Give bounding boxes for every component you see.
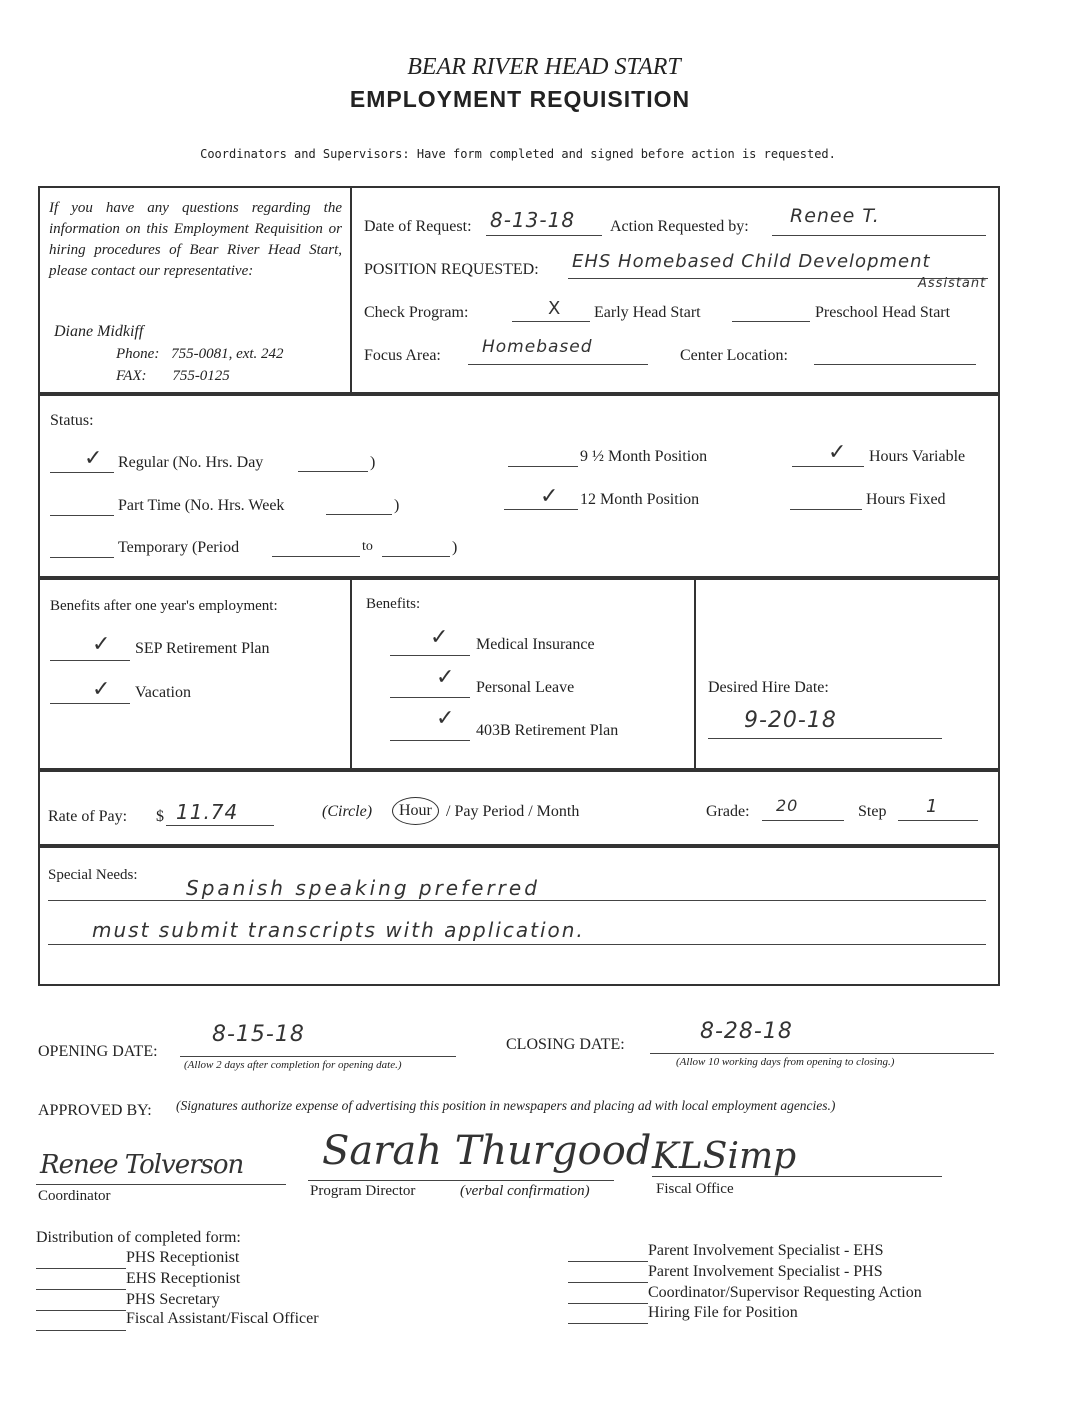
date-of-request-line xyxy=(486,235,602,236)
temporary-label: Temporary (Period xyxy=(118,539,240,556)
hours-variable-check: ✓ xyxy=(828,440,847,465)
dist-right-line-2 xyxy=(568,1282,648,1283)
distribution-label: Distribution of completed form: xyxy=(36,1229,241,1246)
dist-right-line-3 xyxy=(568,1303,648,1304)
phone-label: Phone: xyxy=(116,346,160,362)
step-value: 1 xyxy=(926,796,939,817)
sep-label: SEP Retirement Plan xyxy=(135,640,270,657)
regular-line xyxy=(50,472,114,473)
hire-date-line xyxy=(708,738,942,739)
closing-date-line xyxy=(650,1053,994,1054)
center-location-label: Center Location: xyxy=(680,347,788,364)
dist-right-line-1 xyxy=(568,1261,648,1262)
hour-option: Hour xyxy=(392,797,439,825)
part-time-line xyxy=(50,515,114,516)
dist-right-item: Coordinator/Supervisor Requesting Action xyxy=(648,1284,922,1301)
grade-line xyxy=(762,820,844,821)
step-label: Step xyxy=(858,803,887,820)
personal-check: ✓ xyxy=(436,665,455,690)
dist-right-item: Parent Involvement Specialist - EHS xyxy=(648,1242,884,1259)
sep-check: ✓ xyxy=(92,632,111,657)
step-line xyxy=(898,820,978,821)
contact-name: Diane Midkiff xyxy=(54,323,144,340)
grade-label: Grade: xyxy=(706,803,750,820)
fiscal-signature: KLSimp xyxy=(652,1136,797,1177)
contact-text: If you have any questions regarding the information on this Employment Requisition or hiring procedures of Bear River Head Start, please contact our representative: xyxy=(49,200,342,279)
opening-date-note: (Allow 2 days after completion for opening date.) xyxy=(184,1059,402,1071)
part-time-close: ) xyxy=(394,497,400,514)
center-location-line xyxy=(814,364,976,365)
dist-left-line-1 xyxy=(36,1268,126,1269)
rate-value: 11.74 xyxy=(176,800,239,824)
hours-fixed-label: Hours Fixed xyxy=(866,491,946,508)
fax-value: 755-0125 xyxy=(172,368,230,384)
closing-date-label: CLOSING DATE: xyxy=(506,1036,625,1053)
phs-label: Preschool Head Start xyxy=(815,304,951,321)
fiscal-label: Fiscal Office xyxy=(656,1181,734,1197)
action-requested-label: Action Requested by: xyxy=(610,218,749,235)
position-value: EHS Homebased Child Development xyxy=(572,251,931,272)
dist-left-item: EHS Receptionist xyxy=(126,1270,241,1287)
temporary-from-line xyxy=(272,556,360,557)
medical-check: ✓ xyxy=(430,625,449,650)
date-of-request-label: Date of Request: xyxy=(364,218,472,235)
position-label: POSITION REQUESTED: xyxy=(364,261,539,278)
personal-line xyxy=(390,697,470,698)
fax-label: FAX: xyxy=(116,368,147,384)
ehs-line xyxy=(512,321,590,322)
temporary-to: to xyxy=(362,539,373,554)
temporary-to-line xyxy=(382,556,450,557)
coordinator-label: Coordinator xyxy=(38,1188,111,1204)
phs-line xyxy=(732,321,810,322)
rate-label: Rate of Pay: xyxy=(48,808,128,825)
dist-right-line-4 xyxy=(568,1323,648,1324)
dist-left-item: PHS Secretary xyxy=(126,1291,220,1308)
ehs-label: Early Head Start xyxy=(594,304,701,321)
coordinator-signature: Renee Tolverson xyxy=(40,1150,244,1180)
action-requested-line xyxy=(772,235,986,236)
vacation-line xyxy=(50,703,130,704)
special-needs-line1: Spanish speaking preferred xyxy=(186,876,540,900)
medical-label: Medical Insurance xyxy=(476,636,595,653)
contact-phone-row xyxy=(116,346,284,363)
nine-half-line xyxy=(508,466,578,467)
dist-right-item: Hiring File for Position xyxy=(648,1304,798,1321)
check-program-label: Check Program: xyxy=(364,304,469,321)
hours-fixed-line xyxy=(790,509,862,510)
coordinator-sig-line xyxy=(36,1184,286,1185)
regular-check: ✓ xyxy=(84,446,103,471)
medical-line xyxy=(390,655,470,656)
rate-dollar: $ xyxy=(156,808,164,825)
approved-by-label: APPROVED BY: xyxy=(38,1102,152,1119)
regular-label: Regular (No. Hrs. Day xyxy=(118,454,264,471)
special-line-2 xyxy=(48,944,986,945)
twelve-line xyxy=(504,509,578,510)
part-time-hours-line xyxy=(326,514,392,515)
hours-variable-label: Hours Variable xyxy=(869,448,966,465)
hours-variable-line xyxy=(792,466,864,467)
rate-line xyxy=(166,825,274,826)
temporary-line xyxy=(50,557,114,558)
focus-area-label: Focus Area: xyxy=(364,347,441,364)
pay-other-options: / Pay Period / Month xyxy=(446,803,580,820)
special-needs-box xyxy=(38,846,1000,986)
opening-date-line xyxy=(180,1056,456,1057)
nine-half-label: 9 ½ Month Position xyxy=(580,448,708,465)
dist-left-item: PHS Receptionist xyxy=(126,1249,240,1266)
retirement-label: 403B Retirement Plan xyxy=(476,722,619,739)
vacation-label: Vacation xyxy=(135,684,191,701)
director-signature: Sarah Thurgood xyxy=(322,1128,652,1174)
grade-value: 20 xyxy=(776,796,799,815)
circle-label: (Circle) xyxy=(322,803,373,820)
dist-left-line-4 xyxy=(36,1330,126,1331)
dist-right-item: Parent Involvement Specialist - PHS xyxy=(648,1263,883,1280)
dist-left-line-3 xyxy=(36,1310,126,1311)
director-label: Program Director xyxy=(310,1183,416,1199)
position-value-2: Assistant xyxy=(918,276,987,291)
form-title: EMPLOYMENT REQUISITION xyxy=(349,86,691,112)
action-requested-value: Renee T. xyxy=(790,205,880,227)
status-label: Status: xyxy=(50,412,94,429)
contact-fax-row xyxy=(116,368,230,385)
hire-date-value: 9-20-18 xyxy=(744,708,837,733)
dist-left-item: Fiscal Assistant/Fiscal Officer xyxy=(126,1310,319,1327)
retirement-line xyxy=(390,740,470,741)
benefits-after-label: Benefits after one year's employment: xyxy=(50,598,278,614)
instructions: Coordinators and Supervisors: Have form completed and signed before action is requested. xyxy=(200,147,836,161)
ehs-mark: X xyxy=(548,298,562,319)
focus-area-value: Homebased xyxy=(482,337,593,357)
temporary-close: ) xyxy=(452,539,458,556)
twelve-label: 12 Month Position xyxy=(580,491,700,508)
sep-line xyxy=(50,660,130,661)
hire-date-label: Desired Hire Date: xyxy=(708,679,829,696)
director-sig-line xyxy=(308,1180,614,1181)
twelve-check: ✓ xyxy=(540,484,559,509)
closing-date-value: 8-28-18 xyxy=(700,1019,793,1044)
dist-left-line-2 xyxy=(36,1289,126,1290)
regular-hours-line xyxy=(298,471,368,472)
vacation-check: ✓ xyxy=(92,677,111,702)
personal-label: Personal Leave xyxy=(476,679,575,696)
part-time-label: Part Time (No. Hrs. Week xyxy=(118,497,285,514)
approved-by-note: (Signatures authorize expense of advertising this position in newspapers and placing ad with local employment agencies.) xyxy=(176,1098,836,1113)
special-line-1 xyxy=(48,900,986,901)
hire-date-box xyxy=(694,578,1000,770)
focus-area-line xyxy=(468,364,648,365)
date-of-request-value: 8-13-18 xyxy=(490,208,576,232)
closing-date-note: (Allow 10 working days from opening to closing.) xyxy=(676,1056,895,1068)
verbal-confirmation: (verbal confirmation) xyxy=(460,1183,590,1199)
retirement-check: ✓ xyxy=(436,706,455,731)
opening-date-label: OPENING DATE: xyxy=(38,1043,158,1060)
org-name: BEAR RIVER HEAD START xyxy=(407,54,681,80)
special-needs-line2: must submit transcripts with application. xyxy=(92,918,585,942)
phone-value: 755-0081, ext. 242 xyxy=(171,346,284,362)
special-needs-label: Special Needs: xyxy=(48,867,138,883)
benefits-label: Benefits: xyxy=(366,596,421,612)
regular-close: ) xyxy=(370,454,376,471)
opening-date-value: 8-15-18 xyxy=(212,1022,305,1047)
